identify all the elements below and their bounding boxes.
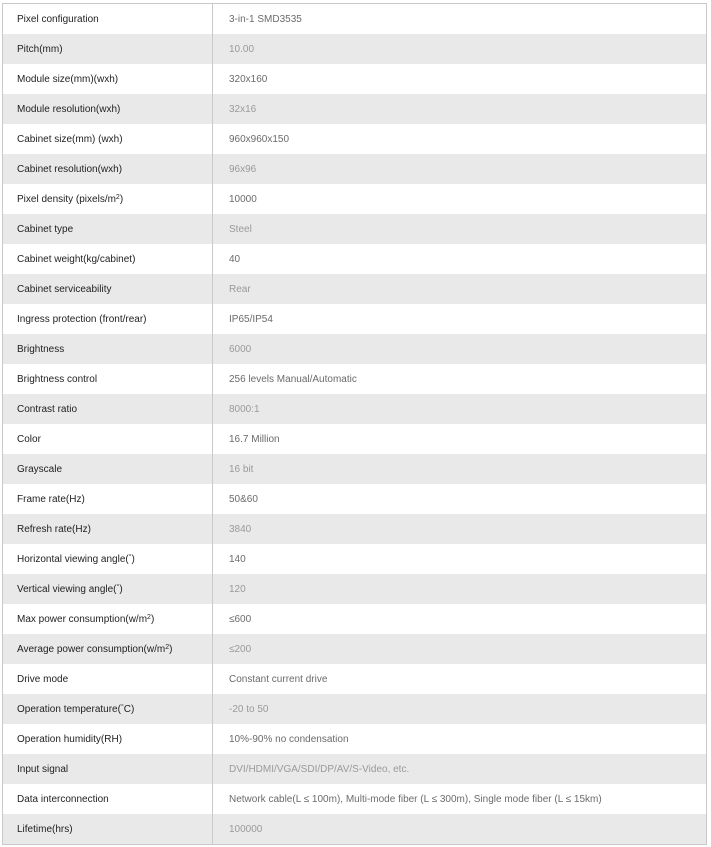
spec-value: 96x96 [229, 163, 257, 175]
spec-value: 16 bit [229, 463, 254, 475]
spec-row [3, 544, 706, 574]
spec-label-text: Grayscale [17, 463, 63, 475]
spec-label-suffix: ) [169, 643, 173, 655]
spec-label-text: Color [17, 433, 41, 445]
spec-label-text: Operation humidity(RH) [17, 733, 123, 745]
spec-row [3, 4, 706, 34]
spec-value: 120 [229, 583, 246, 595]
spec-label [3, 814, 213, 844]
spec-label-suffix: ) [119, 583, 123, 595]
spec-label [3, 154, 213, 184]
spec-row [3, 574, 706, 604]
spec-label-text: Frame rate(Hz) [17, 493, 85, 505]
spec-value: 6000 [229, 343, 252, 355]
spec-value: 960x960x150 [229, 133, 290, 145]
spec-label: Operation temperature( ° C) [3, 694, 213, 724]
spec-label [3, 784, 213, 814]
spec-label-text: Module size(mm)(wxh) [17, 73, 119, 85]
spec-label [3, 94, 213, 124]
spec-value: IP65/IP54 [229, 313, 273, 325]
spec-row [3, 94, 706, 124]
spec-label-text: Cabinet serviceability [17, 283, 112, 295]
spec-label [3, 484, 213, 514]
spec-value: DVI/HDMI/VGA/SDI/DP/AV/S-Video, etc. [229, 763, 410, 775]
spec-label-text: Pitch(mm) [17, 43, 63, 55]
spec-value: ≤600 [229, 613, 252, 625]
spec-value: 3-in-1 SMD3535 [229, 13, 302, 25]
spec-row [3, 184, 706, 214]
spec-label-text: Module resolution(wxh) [17, 103, 121, 115]
spec-value: 10000 [229, 193, 257, 205]
spec-row [3, 364, 706, 394]
spec-label [3, 394, 213, 424]
spec-label-suffix: ) [150, 613, 155, 625]
spec-label [3, 274, 213, 304]
spec-label-suffix: C) [123, 703, 135, 715]
spec-value: 8000:1 [229, 403, 260, 415]
spec-label-text: Lifetime(hrs) [17, 823, 73, 835]
spec-label-text: Input signal [17, 763, 69, 775]
spec-table [2, 3, 707, 845]
spec-row [3, 214, 706, 244]
spec-value: Constant current drive [229, 673, 328, 685]
spec-value: 10.00 [229, 43, 255, 55]
spec-label [3, 664, 213, 694]
spec-label-text: Brightness [17, 343, 65, 355]
spec-label-text: Refresh rate(Hz) [17, 523, 91, 535]
spec-label-text: Cabinet type [17, 223, 74, 235]
spec-label-text: Cabinet resolution(wxh) [17, 163, 123, 175]
spec-value: 40 [229, 253, 241, 265]
spec-label [3, 724, 213, 754]
spec-label [3, 34, 213, 64]
spec-label-text: Vertical viewing angle( [17, 583, 117, 595]
spec-label-suffix: ) [119, 193, 124, 205]
spec-label [3, 304, 213, 334]
spec-row [3, 754, 706, 784]
spec-label-text: Drive mode [17, 673, 69, 685]
spec-value: 320x160 [229, 73, 268, 85]
spec-label [3, 64, 213, 94]
spec-label-text: Brightness control [17, 373, 98, 385]
spec-label [3, 754, 213, 784]
spec-value: 256 levels Manual/Automatic [229, 373, 357, 385]
spec-label: Average power consumption(w/m $^2$ ) [3, 634, 213, 664]
spec-row [3, 514, 706, 544]
spec-row [3, 124, 706, 154]
spec-value: 16.7 Million [229, 433, 280, 445]
spec-row [3, 454, 706, 484]
spec-row [3, 244, 706, 274]
spec-value: -20 to 50 [229, 703, 269, 715]
spec-row [3, 154, 706, 184]
spec-row [3, 604, 706, 634]
spec-label-text: Cabinet size(mm) (wxh) [17, 133, 123, 145]
spec-label [3, 424, 213, 454]
spec-label [3, 514, 213, 544]
spec-row [3, 424, 706, 454]
spec-label-text: Average power consumption(w/m [17, 643, 166, 655]
spec-row [3, 484, 706, 514]
spec-value: 32x16 [229, 103, 257, 115]
spec-label [3, 124, 213, 154]
spec-value: Steel [229, 223, 252, 235]
spec-label: Max power consumption(w/m $^2$ ) [3, 604, 213, 634]
spec-label [3, 334, 213, 364]
spec-label [3, 214, 213, 244]
spec-label: Vertical viewing angle( ° ) [3, 574, 213, 604]
spec-label-text: Contrast ratio [17, 403, 78, 415]
spec-row [3, 394, 706, 424]
spec-row [3, 334, 706, 364]
spec-row [3, 34, 706, 64]
spec-label: Horizontal viewing angle( ° ) [3, 544, 213, 574]
spec-label-text: Max power consumption(w/m [17, 613, 148, 625]
spec-value: 50&60 [229, 493, 258, 505]
spec-label-text: Pixel density (pixels/m [17, 193, 116, 205]
spec-row [3, 784, 706, 814]
spec-row [3, 724, 706, 754]
spec-label-text: Pixel configuration [17, 13, 99, 25]
spec-row [3, 694, 706, 724]
spec-value: Rear [229, 283, 251, 295]
spec-label-text: Operation temperature( [17, 703, 121, 715]
spec-label-text: Ingress protection (front/rear) [17, 313, 147, 325]
spec-value: 140 [229, 553, 246, 565]
spec-row [3, 304, 706, 334]
spec-label [3, 244, 213, 274]
spec-label: Pixel density (pixels/m $^2$ ) [3, 184, 213, 214]
spec-row [3, 64, 706, 94]
spec-row [3, 664, 706, 694]
spec-label-suffix: ) [131, 553, 135, 565]
spec-label-text: Cabinet weight(kg/cabinet) [17, 253, 136, 265]
spec-label [3, 364, 213, 394]
spec-label-text: Horizontal viewing angle( [17, 553, 129, 565]
spec-value: 10%-90% no condensation [229, 733, 349, 745]
spec-row [3, 274, 706, 304]
spec-label-text: Data interconnection [17, 793, 109, 805]
spec-label [3, 454, 213, 484]
spec-value: Network cable(L ≤ 100m), Multi-mode fiber (L ≤ 300m), Single mode fiber (L ≤ 15km) [229, 793, 602, 805]
spec-value: 100000 [229, 823, 263, 835]
spec-label [3, 4, 213, 34]
spec-value: 3840 [229, 523, 252, 535]
spec-row [3, 634, 706, 664]
spec-value: ≤200 [229, 643, 252, 655]
spec-row [3, 814, 706, 844]
